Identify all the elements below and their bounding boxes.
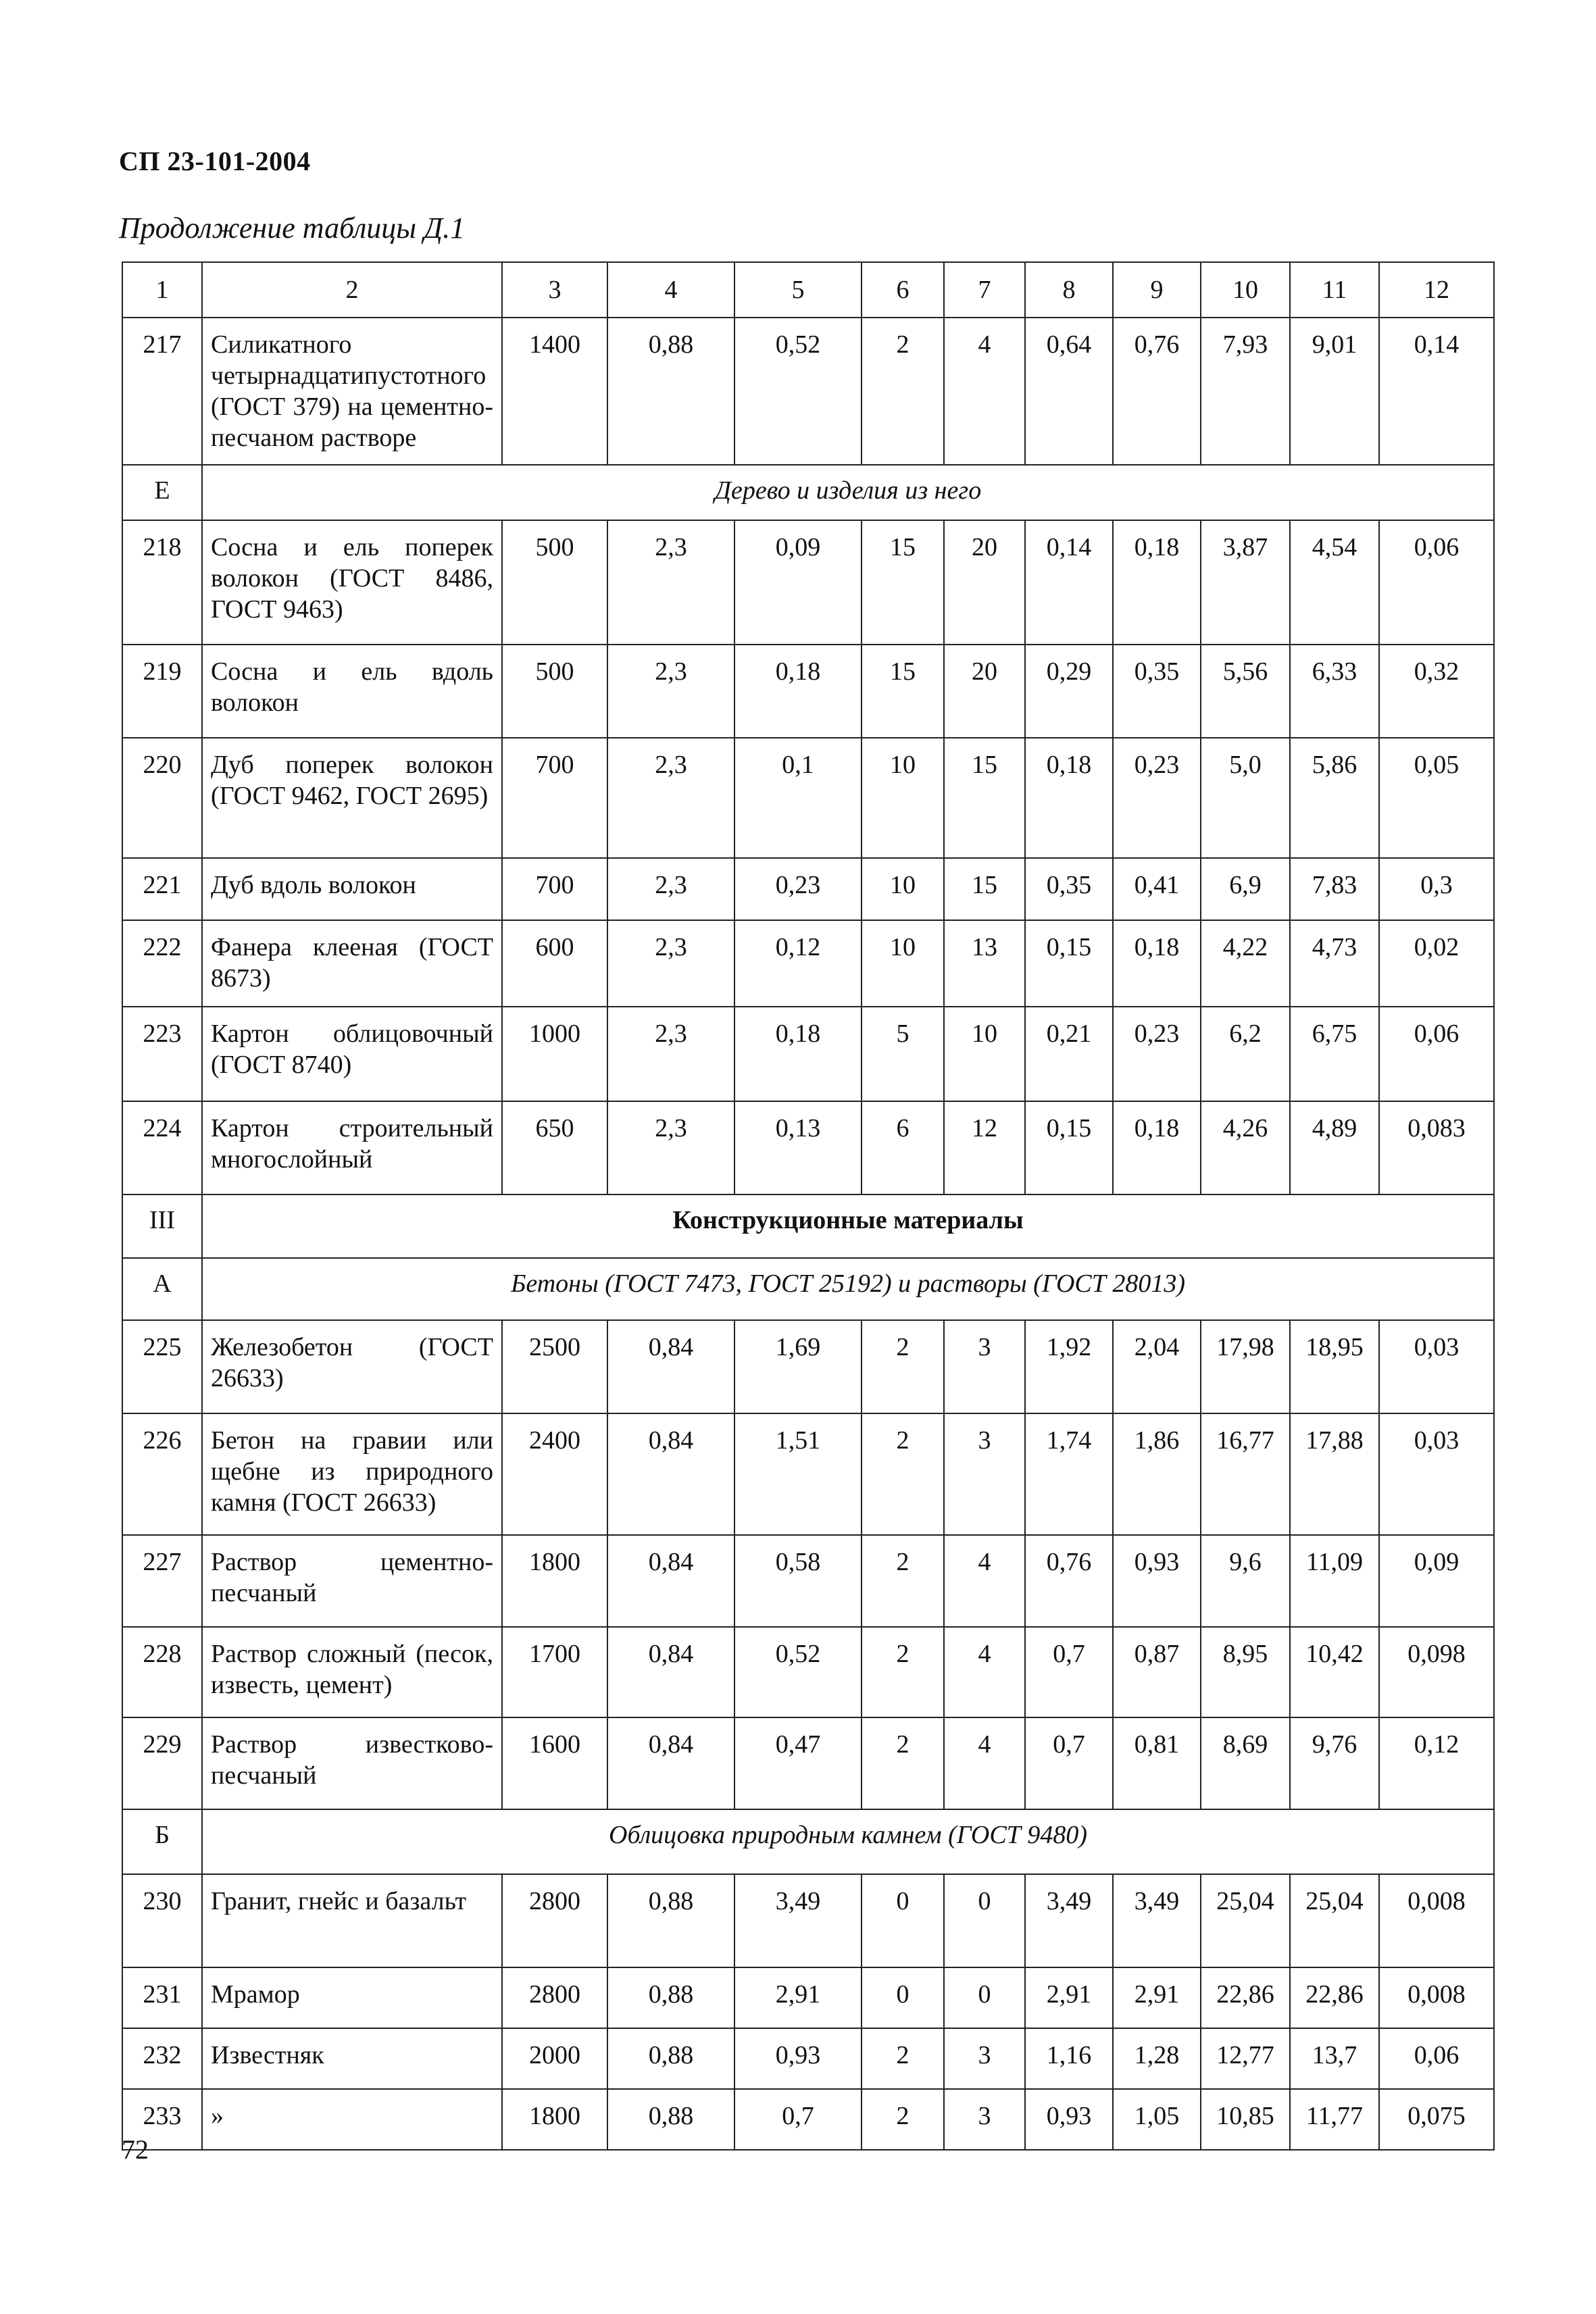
- value-cell: 22,86: [1290, 1967, 1379, 2028]
- material-name-cell: Известняк: [202, 2028, 502, 2089]
- value-cell: 0,18: [1113, 920, 1201, 1007]
- value-cell: 700: [502, 858, 607, 920]
- material-name-cell: Сосна и ель поперек волокон (ГОСТ 8486, ГОСТ 9463): [202, 520, 502, 645]
- value-cell: 0,7: [1025, 1717, 1113, 1809]
- material-name-cell: Раствор цементно-песчаный: [202, 1535, 502, 1627]
- value-cell: 5: [862, 1007, 944, 1101]
- row-number-cell: 228: [122, 1627, 202, 1717]
- value-cell: 0,18: [1025, 738, 1113, 858]
- value-cell: 15: [862, 520, 944, 645]
- table-row: [122, 1007, 1494, 1101]
- column-header: 7: [944, 262, 1025, 318]
- table-row: [122, 1320, 1494, 1413]
- material-name-cell: Картон облицовочный (ГОСТ 8740): [202, 1007, 502, 1101]
- value-cell: 2400: [502, 1413, 607, 1535]
- page-number: 72: [122, 2134, 149, 2165]
- value-cell: 0,88: [607, 2028, 734, 2089]
- section-heading-row: [122, 1809, 1494, 1874]
- value-cell: 4,89: [1290, 1101, 1379, 1194]
- section-title-cell: Облицовка природным камнем (ГОСТ 9480): [202, 1809, 1494, 1874]
- value-cell: 0,76: [1025, 1535, 1113, 1627]
- value-cell: 0,93: [734, 2028, 862, 2089]
- section-title-cell: Конструкционные материалы: [202, 1194, 1494, 1258]
- material-name-cell: »: [202, 2089, 502, 2150]
- table-row: [122, 1413, 1494, 1535]
- value-cell: 0,23: [1113, 738, 1201, 858]
- value-cell: 0: [944, 1874, 1025, 1967]
- value-cell: 0,098: [1379, 1627, 1494, 1717]
- table-row: [122, 318, 1494, 465]
- value-cell: 0,12: [734, 920, 862, 1007]
- value-cell: 1,92: [1025, 1320, 1113, 1413]
- row-number-cell: 217: [122, 318, 202, 465]
- value-cell: 0,32: [1379, 645, 1494, 738]
- value-cell: 0,18: [734, 1007, 862, 1101]
- value-cell: 4,26: [1201, 1101, 1290, 1194]
- value-cell: 0,14: [1025, 520, 1113, 645]
- row-number-cell: 227: [122, 1535, 202, 1627]
- value-cell: 0,47: [734, 1717, 862, 1809]
- value-cell: 2: [862, 1717, 944, 1809]
- value-cell: 1,69: [734, 1320, 862, 1413]
- value-cell: 2,04: [1113, 1320, 1201, 1413]
- value-cell: 1,28: [1113, 2028, 1201, 2089]
- row-number-cell: 221: [122, 858, 202, 920]
- value-cell: 0,12: [1379, 1717, 1494, 1809]
- value-cell: 0,06: [1379, 2028, 1494, 2089]
- value-cell: 0,93: [1025, 2089, 1113, 2150]
- row-number-cell: 225: [122, 1320, 202, 1413]
- value-cell: 10: [862, 858, 944, 920]
- value-cell: 6,9: [1201, 858, 1290, 920]
- value-cell: 0,15: [1025, 1101, 1113, 1194]
- value-cell: 10: [944, 1007, 1025, 1101]
- value-cell: 0,93: [1113, 1535, 1201, 1627]
- value-cell: 0,87: [1113, 1627, 1201, 1717]
- value-cell: 0,52: [734, 318, 862, 465]
- value-cell: 0,58: [734, 1535, 862, 1627]
- table-header-row: [122, 262, 1494, 318]
- material-name-cell: Гранит, гнейс и базальт: [202, 1874, 502, 1967]
- value-cell: 9,6: [1201, 1535, 1290, 1627]
- value-cell: 1800: [502, 1535, 607, 1627]
- value-cell: 2,3: [607, 738, 734, 858]
- row-number-cell: 232: [122, 2028, 202, 2089]
- value-cell: 20: [944, 520, 1025, 645]
- table-row: [122, 920, 1494, 1007]
- value-cell: 25,04: [1201, 1874, 1290, 1967]
- table-continuation-title: Продолжение таблицы Д.1: [119, 211, 466, 245]
- column-header: 11: [1290, 262, 1379, 318]
- document-code: СП 23-101-2004: [119, 146, 311, 176]
- value-cell: 22,86: [1201, 1967, 1290, 2028]
- value-cell: 0,88: [607, 1967, 734, 2028]
- table-row: [122, 2028, 1494, 2089]
- value-cell: 10: [862, 738, 944, 858]
- value-cell: 6,33: [1290, 645, 1379, 738]
- value-cell: 0,41: [1113, 858, 1201, 920]
- value-cell: 2: [862, 1627, 944, 1717]
- value-cell: 15: [862, 645, 944, 738]
- value-cell: 0,23: [734, 858, 862, 920]
- value-cell: 7,83: [1290, 858, 1379, 920]
- value-cell: 3: [944, 1320, 1025, 1413]
- value-cell: 0,35: [1025, 858, 1113, 920]
- value-cell: 8,95: [1201, 1627, 1290, 1717]
- value-cell: 4: [944, 1535, 1025, 1627]
- value-cell: 2: [862, 1535, 944, 1627]
- value-cell: 0,18: [1113, 520, 1201, 645]
- value-cell: 0,64: [1025, 318, 1113, 465]
- value-cell: 15: [944, 738, 1025, 858]
- value-cell: 600: [502, 920, 607, 1007]
- value-cell: 13: [944, 920, 1025, 1007]
- value-cell: 20: [944, 645, 1025, 738]
- value-cell: 0,84: [607, 1413, 734, 1535]
- material-name-cell: Сосна и ель вдоль волокон: [202, 645, 502, 738]
- table-row: [122, 738, 1494, 858]
- column-header: 3: [502, 262, 607, 318]
- value-cell: 0,18: [1113, 1101, 1201, 1194]
- value-cell: 4,22: [1201, 920, 1290, 1007]
- section-code-cell: Е: [122, 465, 202, 520]
- section-heading-row: [122, 465, 1494, 520]
- value-cell: 2: [862, 2089, 944, 2150]
- value-cell: 11,77: [1290, 2089, 1379, 2150]
- column-header: 10: [1201, 262, 1290, 318]
- table-row: [122, 645, 1494, 738]
- row-number-cell: 233: [122, 2089, 202, 2150]
- value-cell: 8,69: [1201, 1717, 1290, 1809]
- value-cell: 18,95: [1290, 1320, 1379, 1413]
- value-cell: 10,42: [1290, 1627, 1379, 1717]
- value-cell: 6,75: [1290, 1007, 1379, 1101]
- value-cell: 0,03: [1379, 1413, 1494, 1535]
- value-cell: 5,0: [1201, 738, 1290, 858]
- material-name-cell: Мрамор: [202, 1967, 502, 2028]
- value-cell: 500: [502, 520, 607, 645]
- value-cell: 0,09: [734, 520, 862, 645]
- table-row: [122, 1717, 1494, 1809]
- value-cell: 10: [862, 920, 944, 1007]
- value-cell: 16,77: [1201, 1413, 1290, 1535]
- value-cell: 0,84: [607, 1717, 734, 1809]
- value-cell: 2000: [502, 2028, 607, 2089]
- value-cell: 5,86: [1290, 738, 1379, 858]
- value-cell: 2,3: [607, 645, 734, 738]
- value-cell: 700: [502, 738, 607, 858]
- value-cell: 0,35: [1113, 645, 1201, 738]
- value-cell: 0,23: [1113, 1007, 1201, 1101]
- value-cell: 3,49: [734, 1874, 862, 1967]
- value-cell: 2,91: [1025, 1967, 1113, 2028]
- value-cell: 0,7: [1025, 1627, 1113, 1717]
- value-cell: 0,15: [1025, 920, 1113, 1007]
- table-row: [122, 1967, 1494, 2028]
- value-cell: 1,16: [1025, 2028, 1113, 2089]
- value-cell: 0,84: [607, 1320, 734, 1413]
- value-cell: 1,05: [1113, 2089, 1201, 2150]
- value-cell: 0,81: [1113, 1717, 1201, 1809]
- value-cell: 0,88: [607, 2089, 734, 2150]
- value-cell: 3,87: [1201, 520, 1290, 645]
- value-cell: 5,56: [1201, 645, 1290, 738]
- table-row: [122, 1874, 1494, 1967]
- value-cell: 13,7: [1290, 2028, 1379, 2089]
- material-name-cell: Железобетон (ГОСТ 26633): [202, 1320, 502, 1413]
- value-cell: 1400: [502, 318, 607, 465]
- materials-table: [122, 261, 1495, 2150]
- value-cell: 0,06: [1379, 520, 1494, 645]
- value-cell: 4,73: [1290, 920, 1379, 1007]
- row-number-cell: 230: [122, 1874, 202, 1967]
- row-number-cell: 224: [122, 1101, 202, 1194]
- value-cell: 15: [944, 858, 1025, 920]
- value-cell: 2,91: [1113, 1967, 1201, 2028]
- value-cell: 2,3: [607, 858, 734, 920]
- value-cell: 2: [862, 318, 944, 465]
- value-cell: 2: [862, 1413, 944, 1535]
- section-code-cell: Б: [122, 1809, 202, 1874]
- table-row: [122, 858, 1494, 920]
- row-number-cell: 218: [122, 520, 202, 645]
- value-cell: 0,008: [1379, 1874, 1494, 1967]
- column-header: 8: [1025, 262, 1113, 318]
- value-cell: 1,74: [1025, 1413, 1113, 1535]
- value-cell: 2,91: [734, 1967, 862, 2028]
- material-name-cell: Силикатного четырнадцатипустотного (ГОСТ 379) на цементно-песчаном растворе: [202, 318, 502, 465]
- value-cell: 0,075: [1379, 2089, 1494, 2150]
- material-name-cell: Дуб вдоль волокон: [202, 858, 502, 920]
- value-cell: 4: [944, 1627, 1025, 1717]
- value-cell: 0,21: [1025, 1007, 1113, 1101]
- table-row: [122, 1627, 1494, 1717]
- value-cell: 0,13: [734, 1101, 862, 1194]
- row-number-cell: 229: [122, 1717, 202, 1809]
- value-cell: 0,1: [734, 738, 862, 858]
- value-cell: 0,05: [1379, 738, 1494, 858]
- row-number-cell: 226: [122, 1413, 202, 1535]
- value-cell: 2: [862, 2028, 944, 2089]
- value-cell: 0: [862, 1874, 944, 1967]
- value-cell: 12,77: [1201, 2028, 1290, 2089]
- value-cell: 0,18: [734, 645, 862, 738]
- value-cell: 0,29: [1025, 645, 1113, 738]
- column-header: 2: [202, 262, 502, 318]
- section-code-cell: А: [122, 1258, 202, 1320]
- material-name-cell: Дуб поперек волокон (ГОСТ 9462, ГОСТ 2695): [202, 738, 502, 858]
- value-cell: 4,54: [1290, 520, 1379, 645]
- material-name-cell: Фанера клееная (ГОСТ 8673): [202, 920, 502, 1007]
- value-cell: 0,76: [1113, 318, 1201, 465]
- value-cell: 0,02: [1379, 920, 1494, 1007]
- value-cell: 12: [944, 1101, 1025, 1194]
- row-number-cell: 231: [122, 1967, 202, 2028]
- table-row: [122, 520, 1494, 645]
- value-cell: 10,85: [1201, 2089, 1290, 2150]
- row-number-cell: 220: [122, 738, 202, 858]
- value-cell: 0,008: [1379, 1967, 1494, 2028]
- value-cell: 9,76: [1290, 1717, 1379, 1809]
- value-cell: 1,86: [1113, 1413, 1201, 1535]
- value-cell: 9,01: [1290, 318, 1379, 465]
- value-cell: 4: [944, 318, 1025, 465]
- value-cell: 6: [862, 1101, 944, 1194]
- material-name-cell: Картон строительный многослойный: [202, 1101, 502, 1194]
- value-cell: 2800: [502, 1874, 607, 1967]
- section-title-cell: Бетоны (ГОСТ 7473, ГОСТ 25192) и растворы (ГОСТ 28013): [202, 1258, 1494, 1320]
- section-code-cell: III: [122, 1194, 202, 1258]
- value-cell: 650: [502, 1101, 607, 1194]
- column-header: 1: [122, 262, 202, 318]
- table-row: [122, 2089, 1494, 2150]
- column-header: 5: [734, 262, 862, 318]
- row-number-cell: 219: [122, 645, 202, 738]
- value-cell: 25,04: [1290, 1874, 1379, 1967]
- column-header: 9: [1113, 262, 1201, 318]
- value-cell: 2,3: [607, 1007, 734, 1101]
- value-cell: 2,3: [607, 520, 734, 645]
- value-cell: 2800: [502, 1967, 607, 2028]
- value-cell: 2,3: [607, 920, 734, 1007]
- value-cell: 2500: [502, 1320, 607, 1413]
- value-cell: 6,2: [1201, 1007, 1290, 1101]
- table-row: [122, 1535, 1494, 1627]
- row-number-cell: 222: [122, 920, 202, 1007]
- value-cell: 0,88: [607, 1874, 734, 1967]
- column-header: 6: [862, 262, 944, 318]
- value-cell: 2,3: [607, 1101, 734, 1194]
- value-cell: 0,52: [734, 1627, 862, 1717]
- material-name-cell: Раствор известково-песчаный: [202, 1717, 502, 1809]
- value-cell: 1800: [502, 2089, 607, 2150]
- value-cell: 0,09: [1379, 1535, 1494, 1627]
- value-cell: 1700: [502, 1627, 607, 1717]
- row-number-cell: 223: [122, 1007, 202, 1101]
- table-row: [122, 1101, 1494, 1194]
- value-cell: 1,51: [734, 1413, 862, 1535]
- value-cell: 2: [862, 1320, 944, 1413]
- value-cell: 0,083: [1379, 1101, 1494, 1194]
- section-title-cell: Дерево и изделия из него: [202, 465, 1494, 520]
- value-cell: 3: [944, 1413, 1025, 1535]
- value-cell: 1000: [502, 1007, 607, 1101]
- value-cell: 0,3: [1379, 858, 1494, 920]
- value-cell: 0,84: [607, 1627, 734, 1717]
- value-cell: 17,88: [1290, 1413, 1379, 1535]
- material-name-cell: Раствор сложный (песок, известь, цемент): [202, 1627, 502, 1717]
- value-cell: 0,84: [607, 1535, 734, 1627]
- value-cell: 0,03: [1379, 1320, 1494, 1413]
- value-cell: 0: [862, 1967, 944, 2028]
- value-cell: 11,09: [1290, 1535, 1379, 1627]
- column-header: 4: [607, 262, 734, 318]
- value-cell: 17,98: [1201, 1320, 1290, 1413]
- value-cell: 500: [502, 645, 607, 738]
- value-cell: 0,88: [607, 318, 734, 465]
- part-heading-row: [122, 1194, 1494, 1258]
- value-cell: 4: [944, 1717, 1025, 1809]
- value-cell: 0,14: [1379, 318, 1494, 465]
- value-cell: 3,49: [1025, 1874, 1113, 1967]
- material-name-cell: Бетон на гравии или щебне из природного камня (ГОСТ 26633): [202, 1413, 502, 1535]
- value-cell: 1600: [502, 1717, 607, 1809]
- value-cell: 0,06: [1379, 1007, 1494, 1101]
- value-cell: 3,49: [1113, 1874, 1201, 1967]
- column-header: 12: [1379, 262, 1494, 318]
- value-cell: 0,7: [734, 2089, 862, 2150]
- value-cell: 0: [944, 1967, 1025, 2028]
- section-heading-row: [122, 1258, 1494, 1320]
- value-cell: 3: [944, 2089, 1025, 2150]
- value-cell: 3: [944, 2028, 1025, 2089]
- value-cell: 7,93: [1201, 318, 1290, 465]
